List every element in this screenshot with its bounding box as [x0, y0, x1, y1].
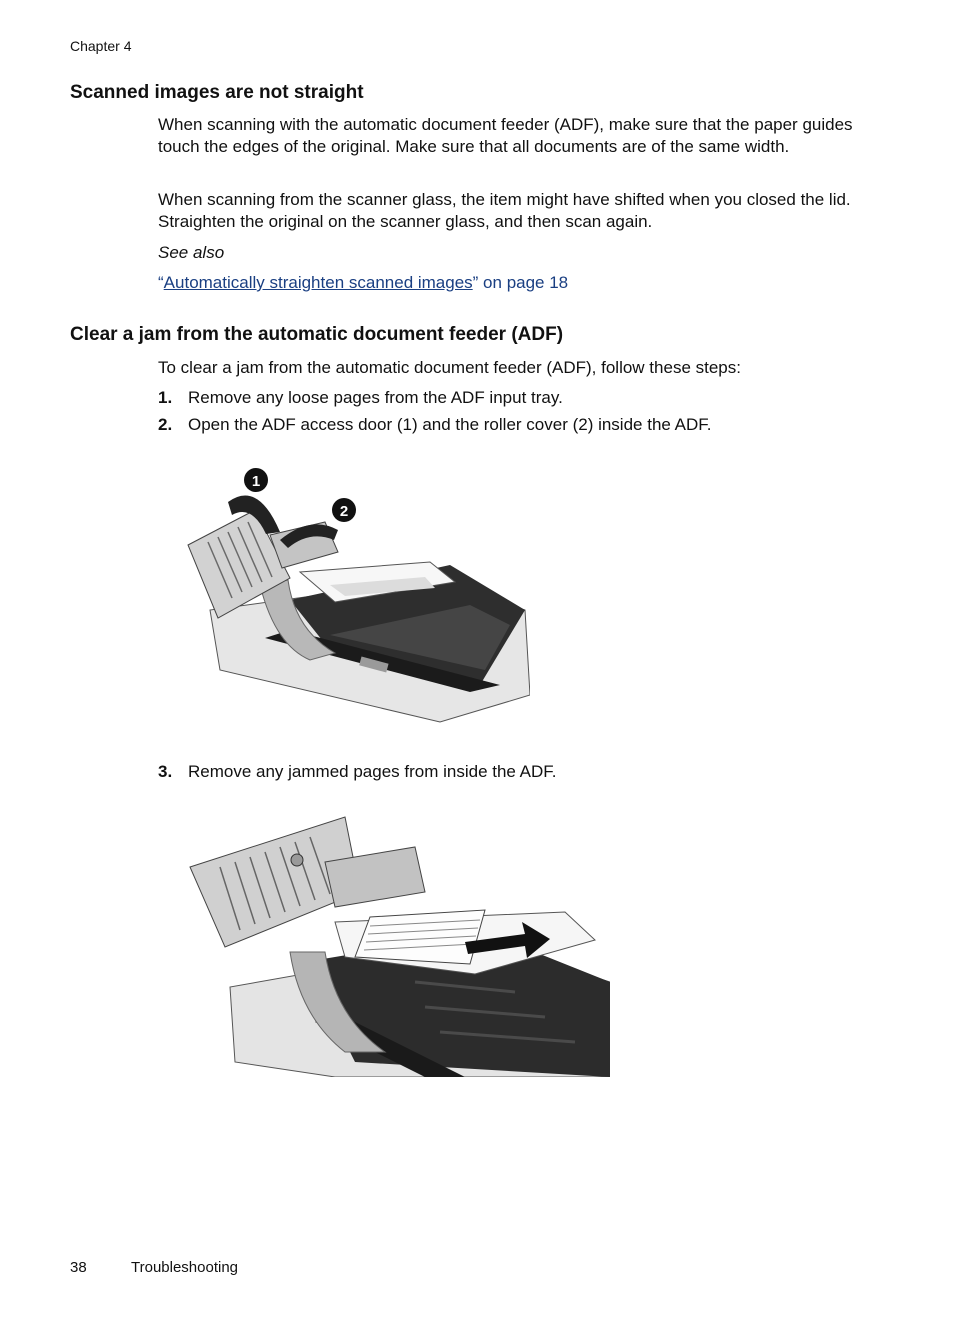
figure-remove-jammed-pages	[185, 812, 610, 1077]
xref-link-straighten[interactable]: Automatically straighten scanned images	[163, 273, 473, 292]
step-text: Remove any jammed pages from inside the ADF.	[188, 762, 557, 781]
paragraph-scanner-glass: When scanning from the scanner glass, the item might have shifted when you closed the lid. Straighten the original on the scanner glass, and then scan again.	[158, 190, 851, 231]
step-number: 2.	[158, 415, 173, 434]
step-1	[158, 387, 563, 409]
step-2	[158, 414, 711, 436]
see-also-label: See also	[158, 243, 225, 262]
footer-section-title: Troubleshooting	[131, 1259, 239, 1276]
paragraph-adf-guides: When scanning with the automatic document feeder (ADF), make sure that the paper guides touch the edges of the original. Make sure that all documents are of the same width.	[158, 115, 853, 156]
step-3	[158, 761, 557, 783]
page-number: 38	[70, 1259, 87, 1276]
step-number: 3.	[158, 762, 173, 781]
section-heading-not-straight: Scanned images are not straight	[70, 82, 364, 103]
callout-2: 2	[339, 503, 349, 520]
step-text: Open the ADF access door (1) and the roller cover (2) inside the ADF.	[188, 415, 712, 434]
section-heading-clear-jam: Clear a jam from the automatic document feeder (ADF)	[70, 324, 564, 345]
xref-suffix: ” on page 18	[472, 273, 569, 292]
step-text: Remove any loose pages from the ADF input tray.	[188, 388, 563, 407]
callout-1: 1	[251, 473, 261, 490]
cross-reference	[158, 273, 568, 293]
figure-adf-open-doors	[180, 460, 530, 725]
paragraph-jam-intro: To clear a jam from the automatic document feeder (ADF), follow these steps:	[158, 358, 741, 377]
step-number: 1.	[158, 388, 173, 407]
chapter-label: Chapter 4	[70, 38, 132, 54]
xref-open-quote: “	[158, 273, 164, 292]
